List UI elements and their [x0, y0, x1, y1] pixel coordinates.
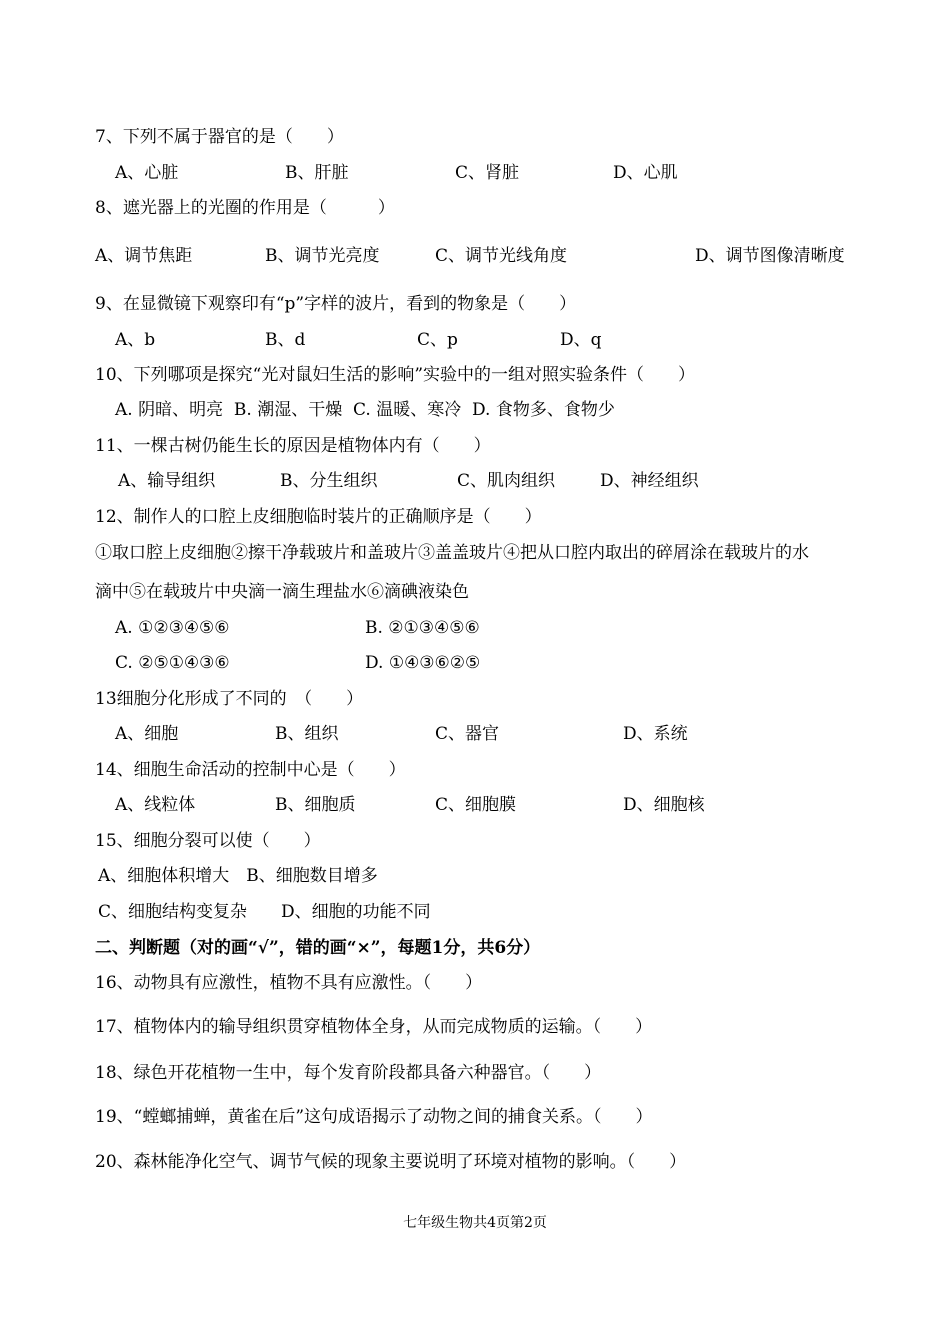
q14-option-b: B、细胞质 — [275, 795, 356, 815]
q15-options-cd: C、细胞结构变复杂 D、细胞的功能不同 — [98, 902, 431, 922]
question-16: 16、动物具有应激性，植物不具有应激性。（ ） — [95, 973, 483, 993]
q7-option-c: C、肾脏 — [455, 163, 520, 183]
question-19: 19、“螳螂捕蝉，黄雀在后”这句成语揭示了动物之间的捕食关系。（ ） — [95, 1107, 653, 1127]
q11-option-d: D、神经组织 — [600, 471, 699, 491]
question-7: 7、下列不属于器官的是（ ） — [95, 127, 344, 147]
question-15: 15、细胞分裂可以使（ ） — [95, 831, 321, 851]
q13-option-c: C、器官 — [435, 724, 500, 744]
section-2-heading: 二、判断题（对的画“√”，错的画“×”，每题1分，共6分） — [95, 938, 541, 958]
q13-option-d: D、系统 — [623, 724, 688, 744]
question-11: 11、一棵古树仍能生长的原因是植物体内有（ ） — [95, 436, 491, 456]
question-20: 20、森林能净化空气、调节气候的现象主要说明了环境对植物的影响。（ ） — [95, 1152, 687, 1172]
q7-option-d: D、心肌 — [613, 163, 678, 183]
q14-option-a: A、线粒体 — [115, 795, 196, 815]
q15-options-ab: A、细胞体积增大 B、细胞数目增多 — [98, 866, 378, 886]
q12-option-b: B. ②①③④⑤⑥ — [365, 618, 480, 638]
q11-option-a: A、输导组织 — [118, 471, 216, 491]
q8-option-d: D、调节图像清晰度 — [695, 246, 845, 266]
question-13: 13细胞分化形成了不同的 （ ） — [95, 689, 364, 709]
q12-option-a: A. ①②③④⑤⑥ — [115, 618, 230, 638]
q8-option-b: B、调节光亮度 — [265, 246, 380, 266]
page-footer: 七年级生物共4页第2页 — [403, 1215, 547, 1231]
q12-option-d: D. ①④③⑥②⑤ — [365, 653, 481, 673]
q9-option-d: D、q — [560, 330, 602, 350]
q9-option-b: B、d — [265, 330, 306, 350]
q8-option-c: C、调节光线角度 — [435, 246, 568, 266]
q13-option-b: B、组织 — [275, 724, 339, 744]
q7-option-b: B、肝脏 — [285, 163, 349, 183]
q10-options: A. 阴暗、明亮 B. 潮湿、干燥 C. 温暖、寒冷 D. 食物多、食物少 — [115, 400, 615, 420]
q14-option-d: D、细胞核 — [623, 795, 705, 815]
question-17: 17、植物体内的输导组织贯穿植物体全身，从而完成物质的运输。（ ） — [95, 1017, 653, 1037]
q12-steps-line1: ①取口腔上皮细胞②擦干净载玻片和盖玻片③盖盖玻片④把从口腔内取出的碎屑涂在载玻片的水 — [95, 543, 809, 563]
question-18: 18、绿色开花植物一生中，每个发育阶段都具备六种器官。（ ） — [95, 1063, 602, 1083]
q11-option-c: C、肌肉组织 — [457, 471, 556, 491]
q12-option-c: C. ②⑤①④③⑥ — [115, 653, 230, 673]
question-9: 9、在显微镜下观察印有“p”字样的波片，看到的物象是（ ） — [95, 294, 577, 314]
question-14: 14、细胞生命活动的控制中心是（ ） — [95, 760, 406, 780]
q8-option-a: A、调节焦距 — [95, 246, 193, 266]
q13-option-a: A、细胞 — [115, 724, 179, 744]
q14-option-c: C、细胞膜 — [435, 795, 517, 815]
question-12: 12、制作人的口腔上皮细胞临时装片的正确顺序是（ ） — [95, 507, 542, 527]
question-8: 8、遮光器上的光圈的作用是（ ） — [95, 198, 395, 218]
q12-steps-line2: 滴中⑤在载玻片中央滴一滴生理盐水⑥滴碘液染色 — [95, 582, 469, 602]
q11-option-b: B、分生组织 — [280, 471, 378, 491]
q7-option-a: A、心脏 — [115, 163, 179, 183]
q9-option-c: C、p — [417, 330, 458, 350]
question-10: 10、下列哪项是探究“光对鼠妇生活的影响”实验中的一组对照实验条件（ ） — [95, 365, 696, 385]
q9-option-a: A、b — [115, 330, 156, 350]
